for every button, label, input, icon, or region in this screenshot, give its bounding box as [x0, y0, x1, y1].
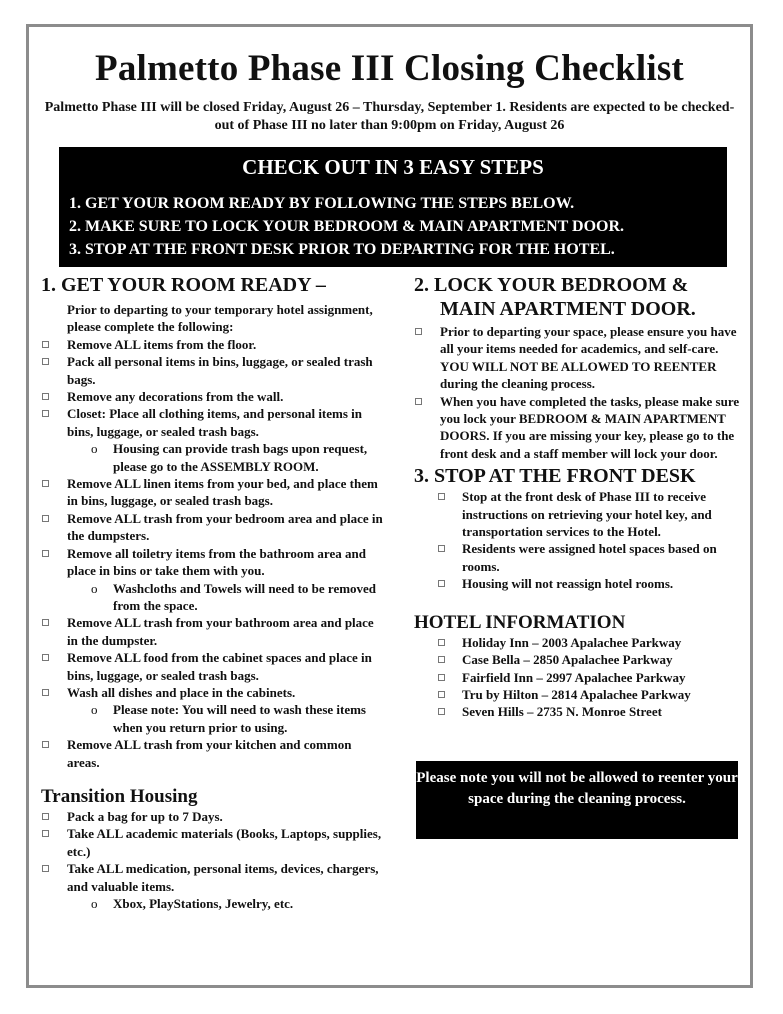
checklist-item[interactable]: Prior to departing your space, please ensure you have all your items needed for academics, and self-care. YOU WILL NOT BE ALLOWED TO REENTER during the cleaning process.	[414, 323, 744, 393]
section1-checklist	[41, 336, 386, 440]
checkbox-icon[interactable]	[415, 328, 422, 335]
checklist-item[interactable]: Remove ALL trash from your kitchen and common areas.	[41, 736, 386, 771]
checkbox-icon[interactable]	[438, 639, 445, 646]
easy-steps-box	[59, 147, 727, 267]
circle-bullet-icon: o	[91, 702, 98, 718]
easy-step: 2. MAKE SURE TO LOCK YOUR BEDROOM & MAIN APARTMENT DOOR.	[69, 218, 625, 235]
hotel-item: Holiday Inn – 2003 Apalachee Parkway	[414, 634, 744, 651]
checklist-item[interactable]: Wash all dishes and place in the cabinets.	[41, 684, 386, 701]
checklist-item[interactable]: Closet: Place all clothing items, and personal items in bins, luggage, or sealed trash bags.	[41, 405, 386, 440]
section2-heading-line1: 2. LOCK YOUR BEDROOM &	[414, 274, 689, 296]
section1-heading: 1. GET YOUR ROOM READY –	[41, 274, 326, 296]
checklist-item[interactable]: Pack a bag for up to 7 Days.	[41, 808, 386, 825]
checkbox-icon[interactable]	[438, 674, 445, 681]
checkbox-icon[interactable]	[438, 580, 445, 587]
easy-step: 3. STOP AT THE FRONT DESK PRIOR TO DEPARTING FOR THE HOTEL.	[69, 241, 615, 258]
valuables-sublist	[41, 895, 386, 912]
section3-heading: 3. STOP AT THE FRONT DESK	[414, 465, 696, 488]
checklist-item[interactable]: Take ALL academic materials (Books, Laptops, supplies, etc.)	[41, 825, 386, 860]
sub-bullet-item: o Xbox, PlayStations, Jewelry, etc.	[91, 896, 294, 911]
checkbox-icon[interactable]	[438, 708, 445, 715]
checkbox-icon[interactable]	[42, 393, 49, 400]
page-title: Palmetto Phase III Closing Checklist	[95, 48, 684, 89]
checkbox-icon[interactable]	[42, 341, 49, 348]
checklist-page	[26, 24, 753, 988]
circle-bullet-icon: o	[91, 441, 98, 457]
right-column	[414, 273, 744, 721]
checklist-item[interactable]: Pack all personal items in bins, luggage, or sealed trash bags.	[41, 353, 386, 388]
checkbox-icon[interactable]	[438, 691, 445, 698]
easy-steps-heading: CHECK OUT IN 3 EASY STEPS	[242, 155, 544, 179]
checkbox-icon[interactable]	[42, 515, 49, 522]
sub-bullet-item: o Housing can provide trash bags upon request, please go to the ASSEMBLY ROOM.	[91, 441, 368, 474]
checklist-item[interactable]: Take ALL medication, personal items, devices, chargers, and valuable items.	[41, 860, 386, 895]
closet-sublist	[41, 440, 386, 475]
intro-paragraph: Palmetto Phase III will be closed Friday, August 26 – Thursday, September 1. Residents are expected to be checked-out of Phase III no later than 9:00pm on Friday, August 26	[44, 100, 735, 133]
hotel-item: Tru by Hilton – 2814 Apalachee Parkway	[414, 686, 744, 703]
hotel-item: Seven Hills – 2735 N. Monroe Street	[414, 703, 744, 720]
hotel-item: Case Bella – 2850 Apalachee Parkway	[414, 651, 744, 668]
checkbox-icon[interactable]	[42, 619, 49, 626]
checklist-item[interactable]: Remove ALL linen items from your bed, and place them in bins, luggage, or sealed trash bags.	[41, 475, 386, 510]
checklist-item[interactable]: Stop at the front desk of Phase III to receive instructions on retrieving your hotel key, and transportation services to the Hotel.	[414, 488, 744, 540]
easy-steps-list	[69, 192, 727, 261]
checkbox-icon[interactable]	[438, 656, 445, 663]
circle-bullet-icon: o	[91, 896, 98, 911]
checklist-item[interactable]: Remove all toiletry items from the bathroom area and place in bins or take them with you.	[41, 545, 386, 580]
section1-checklist-cont	[41, 475, 386, 579]
checklist-item[interactable]: Residents were assigned hotel spaces based on rooms.	[414, 540, 744, 575]
checkbox-icon[interactable]	[415, 398, 422, 405]
hotel-info-heading: HOTEL INFORMATION	[414, 611, 626, 633]
checkbox-icon[interactable]	[42, 830, 49, 837]
checkbox-icon[interactable]	[42, 741, 49, 748]
checkbox-icon[interactable]	[42, 410, 49, 417]
hotel-list	[414, 634, 744, 721]
cleaning-notice-box: Please note you will not be allowed to reenter your space during the cleaning process.	[416, 761, 738, 839]
checkbox-icon[interactable]	[42, 689, 49, 696]
checklist-item[interactable]: Remove any decorations from the wall.	[41, 388, 386, 405]
checkbox-icon[interactable]	[438, 545, 445, 552]
sub-bullet-item: o Washcloths and Towels will need to be removed from the space.	[91, 580, 377, 613]
checkbox-icon[interactable]	[42, 654, 49, 661]
transition-heading: Transition Housing	[41, 785, 198, 807]
easy-step: 1. GET YOUR ROOM READY BY FOLLOWING THE STEPS BELOW.	[69, 195, 575, 212]
checklist-item[interactable]: When you have completed the tasks, please make sure you lock your BEDROOM & MAIN APARTMENT DOORS. If you are missing your key, please go to the front desk and a staff member will lock your door.	[414, 393, 744, 463]
circle-bullet-icon: o	[91, 580, 98, 596]
transition-checklist	[41, 808, 386, 895]
toiletry-sublist	[41, 580, 386, 615]
checkbox-icon[interactable]	[42, 550, 49, 557]
checkbox-icon[interactable]	[438, 493, 445, 500]
checkbox-icon[interactable]	[42, 358, 49, 365]
checklist-item[interactable]: Remove ALL items from the floor.	[41, 336, 386, 353]
checklist-item[interactable]: Housing will not reassign hotel rooms.	[414, 575, 744, 592]
checklist-item[interactable]: Remove ALL trash from your bathroom area and place in the dumpster.	[41, 614, 386, 649]
checkbox-icon[interactable]	[42, 480, 49, 487]
hotel-item: Fairfield Inn – 2997 Apalachee Parkway	[414, 669, 744, 686]
checklist-item[interactable]: Remove ALL food from the cabinet spaces and place in bins, luggage, or sealed trash bags.	[41, 649, 386, 684]
sub-bullet-item: o Please note: You will need to wash these items when you return prior to using.	[91, 702, 366, 735]
left-column	[41, 273, 386, 912]
section1-checklist-cont3	[41, 736, 386, 771]
checklist-item[interactable]: Remove ALL trash from your bedroom area and place in the dumpsters.	[41, 510, 386, 545]
section2-checklist	[414, 323, 744, 462]
section1-checklist-cont2	[41, 614, 386, 701]
dishes-sublist	[41, 701, 386, 736]
section1-intro: Prior to departing to your temporary hotel assignment, please complete the following:	[67, 302, 373, 335]
section3-checklist	[414, 488, 744, 592]
section2-heading-line2: MAIN APARTMENT DOOR.	[440, 298, 696, 320]
checkbox-icon[interactable]	[42, 813, 49, 820]
checkbox-icon[interactable]	[42, 865, 49, 872]
